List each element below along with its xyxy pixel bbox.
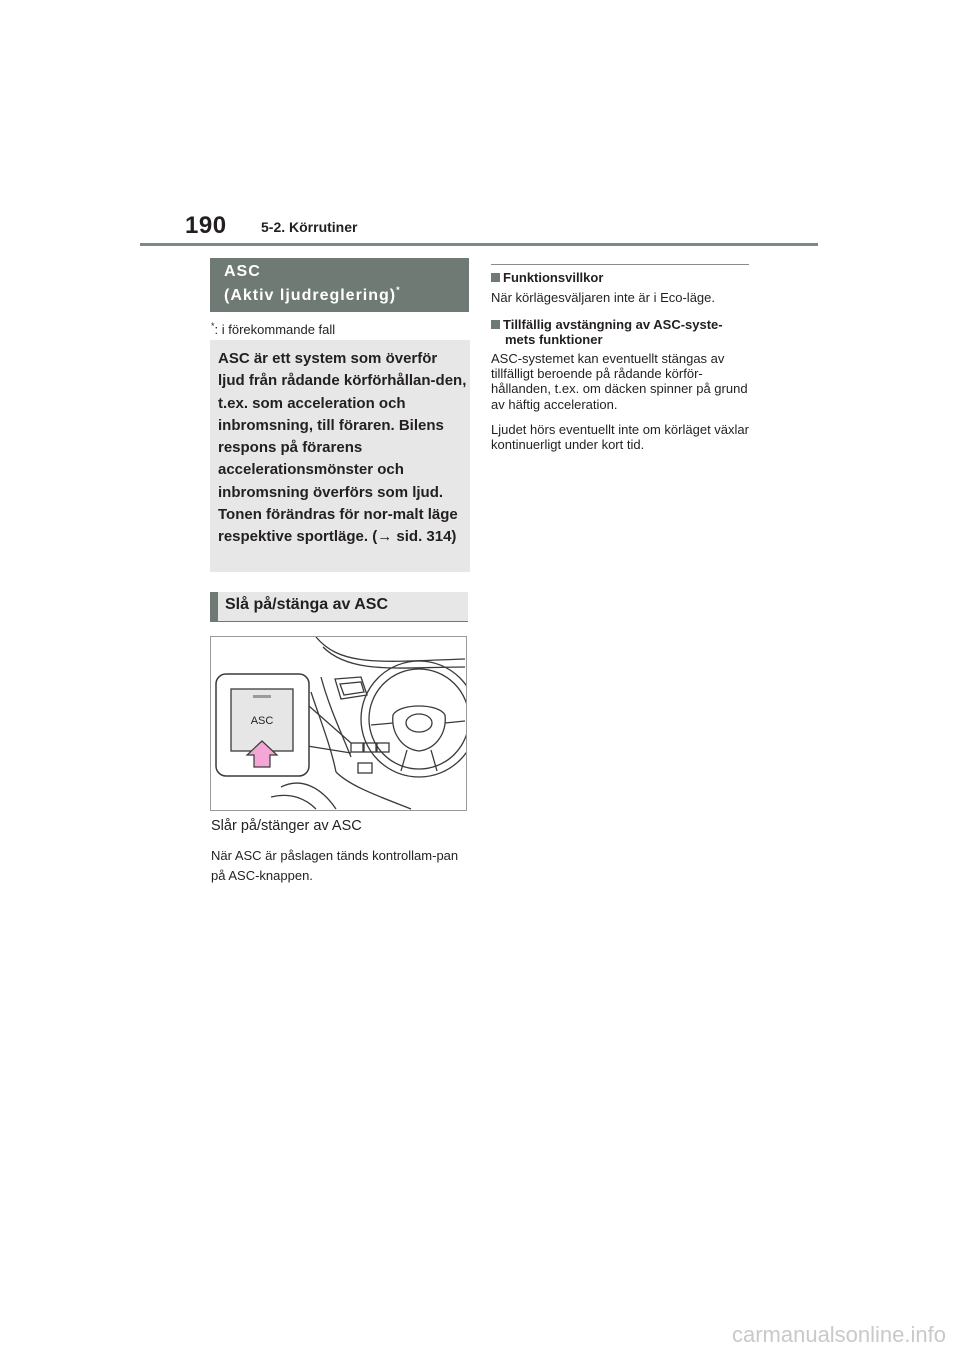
heading-temporary-shutdown (491, 317, 751, 347)
intro-box (210, 340, 470, 572)
asc-indicator-lamp (253, 695, 271, 698)
heading-temporary-shutdown-line2: mets funktioner (505, 332, 603, 347)
watermark: carmanualsonline.info (731, 1322, 946, 1347)
footnote-marker: * (396, 285, 401, 295)
header-divider (140, 243, 818, 246)
temporary-shutdown-text: ASC-systemet kan eventuellt stängas av tillfälligt beroende på rådande körför-hållanden, t.ex. om däcken spinner på grund av häftig acceleration. (491, 351, 748, 412)
footnote (211, 321, 335, 337)
asc-button-label: ASC (250, 715, 274, 727)
footnote-star: * (211, 321, 215, 331)
illustration-caption: Slår på/stänger av ASC (211, 818, 362, 834)
section-title: 5-2. Körrutiner (261, 219, 358, 235)
heading-operating-conditions (491, 270, 749, 285)
sub-heading (210, 592, 468, 622)
heading-operating-conditions-text: Funktionsvillkor (503, 270, 604, 285)
sound-note-text: Ljudet hörs eventuellt inte om körläget växlar kontinuerligt under kort tid. (491, 422, 749, 453)
intro-text: ASC är ett system som överför ljud från rådande körförhållan-den, t.ex. som acceleration och inbromsning, till föraren. Bilens respons på förarens accelerationsmönster och inbromsning överförs som ljud. Tonen förändras för nor-malt läge respektive sportläge. (→ sid. 314) (218, 350, 467, 546)
dashboard-drawing (211, 637, 466, 810)
feature-title: ASC (224, 263, 261, 280)
square-bullet-icon (491, 320, 500, 329)
asc-lamp-note: När ASC är påslagen tänds kontrollam-pan på ASC-knappen. (211, 848, 459, 883)
square-bullet-icon (491, 273, 500, 282)
feature-subtitle-text: (Aktiv ljudreglering) (224, 287, 397, 304)
sub-heading-text: Slå på/stänga av ASC (225, 596, 389, 613)
right-column-divider (491, 264, 749, 265)
heading-temporary-shutdown-line1: Tillfällig avstängning av ASC-syste- (503, 317, 723, 332)
page-number: 190 (185, 212, 227, 239)
feature-title-box (210, 258, 469, 312)
feature-subtitle (224, 285, 401, 305)
asc-button-illustration (210, 636, 467, 811)
footnote-text: : i förekommande fall (214, 322, 336, 337)
operating-conditions-text: När körlägesväljaren inte är i Eco-läge. (491, 290, 715, 305)
